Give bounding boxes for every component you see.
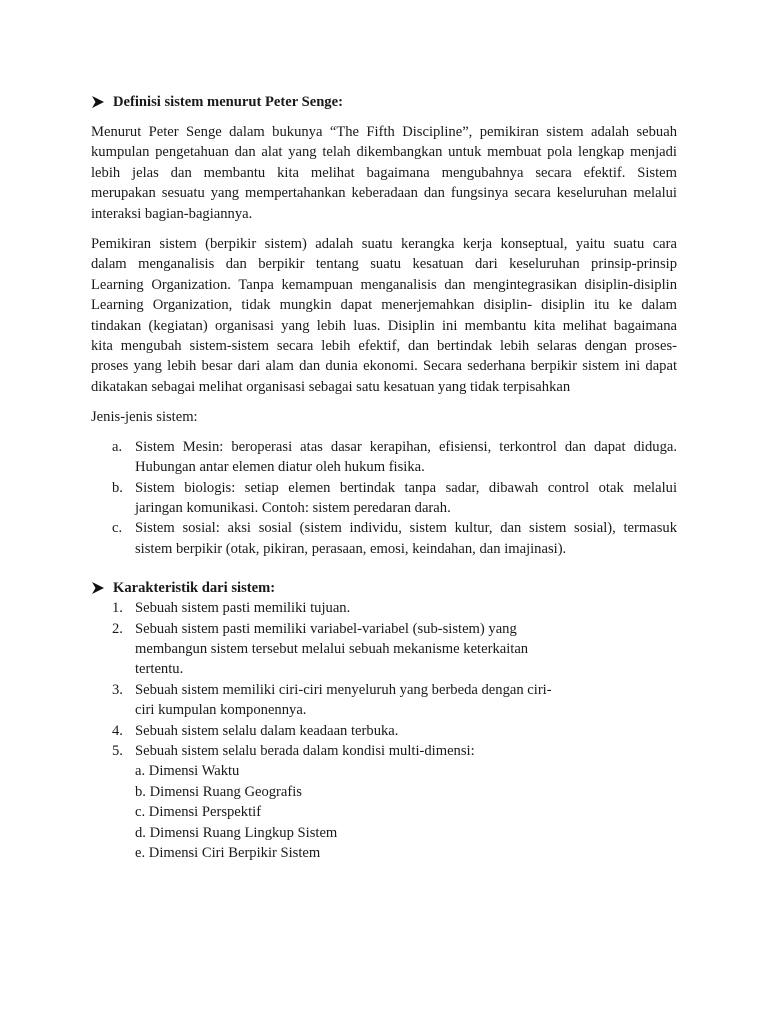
list-item	[91, 721, 677, 741]
list-item-line: Sebuah sistem pasti memiliki tujuan.	[135, 600, 351, 617]
section-heading-definition	[91, 92, 677, 112]
paragraph-line: merupakan sesuatu yang mempertahankan keberadaan dan fungsinya secara keseluruhan melalui	[91, 185, 677, 202]
paragraph-line: Learning Organization, tidak mungkin dapat menerjemahkan disiplin- disiplin itu ke dalam	[91, 297, 677, 314]
list-item	[91, 680, 677, 721]
list-item-line: ciri kumpulan komponennya.	[135, 702, 307, 719]
list-marker: 3.	[112, 681, 123, 698]
list-item-line: Sistem Mesin: beroperasi atas dasar kerapihan, efisiensi, terkontrol dan dapat diduga.	[135, 438, 677, 455]
list-item-line: Hubungan antar elemen diatur oleh hukum fisika.	[135, 459, 425, 476]
dimension-item: b. Dimensi Ruang Geografis	[135, 783, 302, 800]
heading-text: Karakteristik dari sistem:	[113, 579, 276, 596]
paragraph-systems-thinking	[91, 234, 677, 397]
list-item	[91, 478, 677, 519]
paragraph-line: proses yang lebih besar dari alam dan dunia ekonomi. Secara sederhana berpikir sistem ini dapat	[91, 358, 677, 375]
list-item-line: Sebuah sistem pasti memiliki variabel-variabel (sub-sistem) yang	[135, 620, 517, 637]
arrowhead-bullet-icon	[91, 95, 113, 109]
paragraph-line: tindakan (kegiatan) organisasi yang lebih luas. Disiplin ini membantu kita melihat bagaimana	[91, 317, 677, 334]
paragraph-line: kumpulan pengetahuan dan alat yang telah dikembangkan untuk membuat pola lengkap menjadi	[91, 144, 677, 161]
list-item	[91, 598, 677, 618]
paragraph-line: Pemikiran sistem (berpikir sistem) adalah suatu kerangka kerja konseptual, yaitu suatu cara	[91, 236, 677, 253]
list-item	[91, 741, 677, 761]
paragraph-line: lebih jelas dan membantu kita melihat bagaimana mengubahnya secara efektif. Sistem	[91, 164, 677, 181]
paragraph-line: Menurut Peter Senge dalam bukunya “The Fifth Discipline”, pemikiran sistem adalah sebuah	[91, 124, 677, 140]
section-heading-characteristics	[91, 578, 677, 598]
list-marker: c.	[112, 520, 123, 537]
paragraph-line: Learning Organization. Tanpa kemampuan menganalisis dan mengintegrasikan disiplin-disiplin	[91, 276, 677, 293]
list-item-line: jaringan komunikasi. Contoh: sistem peredaran darah.	[135, 499, 451, 516]
list-item-line: sistem berpikir (otak, pikiran, perasaan, emosi, keindahan, dan imajinasi).	[135, 540, 567, 557]
list-item-line: Sebuah sistem memiliki ciri-ciri menyeluruh yang berbeda dengan ciri-	[135, 681, 552, 698]
paragraph-line: kita mengubah sistem-sistem secara lebih efektif, dan bertindak lebih selaras dengan proses-	[91, 338, 677, 355]
paragraph-senge-definition	[91, 122, 677, 224]
dimension-item: a. Dimensi Waktu	[135, 763, 240, 780]
list-marker: 2.	[112, 620, 123, 637]
list-item-line: Sistem sosial: aksi sosial (sistem individu, sistem kultur, dan sistem sosial), termasuk	[135, 520, 677, 537]
list-marker: a.	[112, 438, 123, 455]
list-item-line: Sebuah sistem selalu berada dalam kondisi multi-dimensi:	[135, 742, 475, 759]
list-marker: b.	[112, 479, 123, 496]
list-item-line: membangun sistem tersebut melalui sebuah mekanisme keterkaitan	[135, 640, 529, 657]
dimension-item: c. Dimensi Perspektif	[135, 804, 262, 821]
paragraph-line: dikatakan sebagai melihat organisasi sebagai satu kesatuan yang tidak terpisahkan	[91, 378, 571, 395]
arrowhead-bullet-icon	[91, 581, 113, 595]
list-marker: 4.	[112, 722, 123, 739]
heading-text: Definisi sistem menurut Peter Senge:	[113, 93, 343, 110]
dimension-sublist	[91, 761, 677, 863]
list-item-line: tertentu.	[135, 661, 184, 678]
characteristics-list	[91, 598, 677, 863]
paragraph-line: dalam menganalisis dan berpikir tentang suatu kesatuan dari keseluruhan prinsip-prinsip	[91, 256, 677, 273]
list-item-line: Sebuah sistem selalu dalam keadaan terbuka.	[135, 722, 399, 739]
document-page	[91, 92, 677, 863]
list-item	[91, 518, 677, 559]
types-label: Jenis-jenis sistem:	[91, 409, 198, 426]
dimension-item: d. Dimensi Ruang Lingkup Sistem	[135, 824, 338, 841]
list-item-line: Sistem biologis: setiap elemen bertindak tanpa sadar, dibawah control otak melalui	[135, 479, 677, 496]
system-types-list	[91, 437, 677, 559]
list-marker: 5.	[112, 742, 123, 759]
list-item	[91, 619, 677, 680]
list-item	[91, 437, 677, 478]
list-marker: 1.	[112, 600, 123, 617]
paragraph-line: interaksi bagian-bagiannya.	[91, 205, 253, 222]
dimension-item: e. Dimensi Ciri Berpikir Sistem	[135, 845, 321, 861]
